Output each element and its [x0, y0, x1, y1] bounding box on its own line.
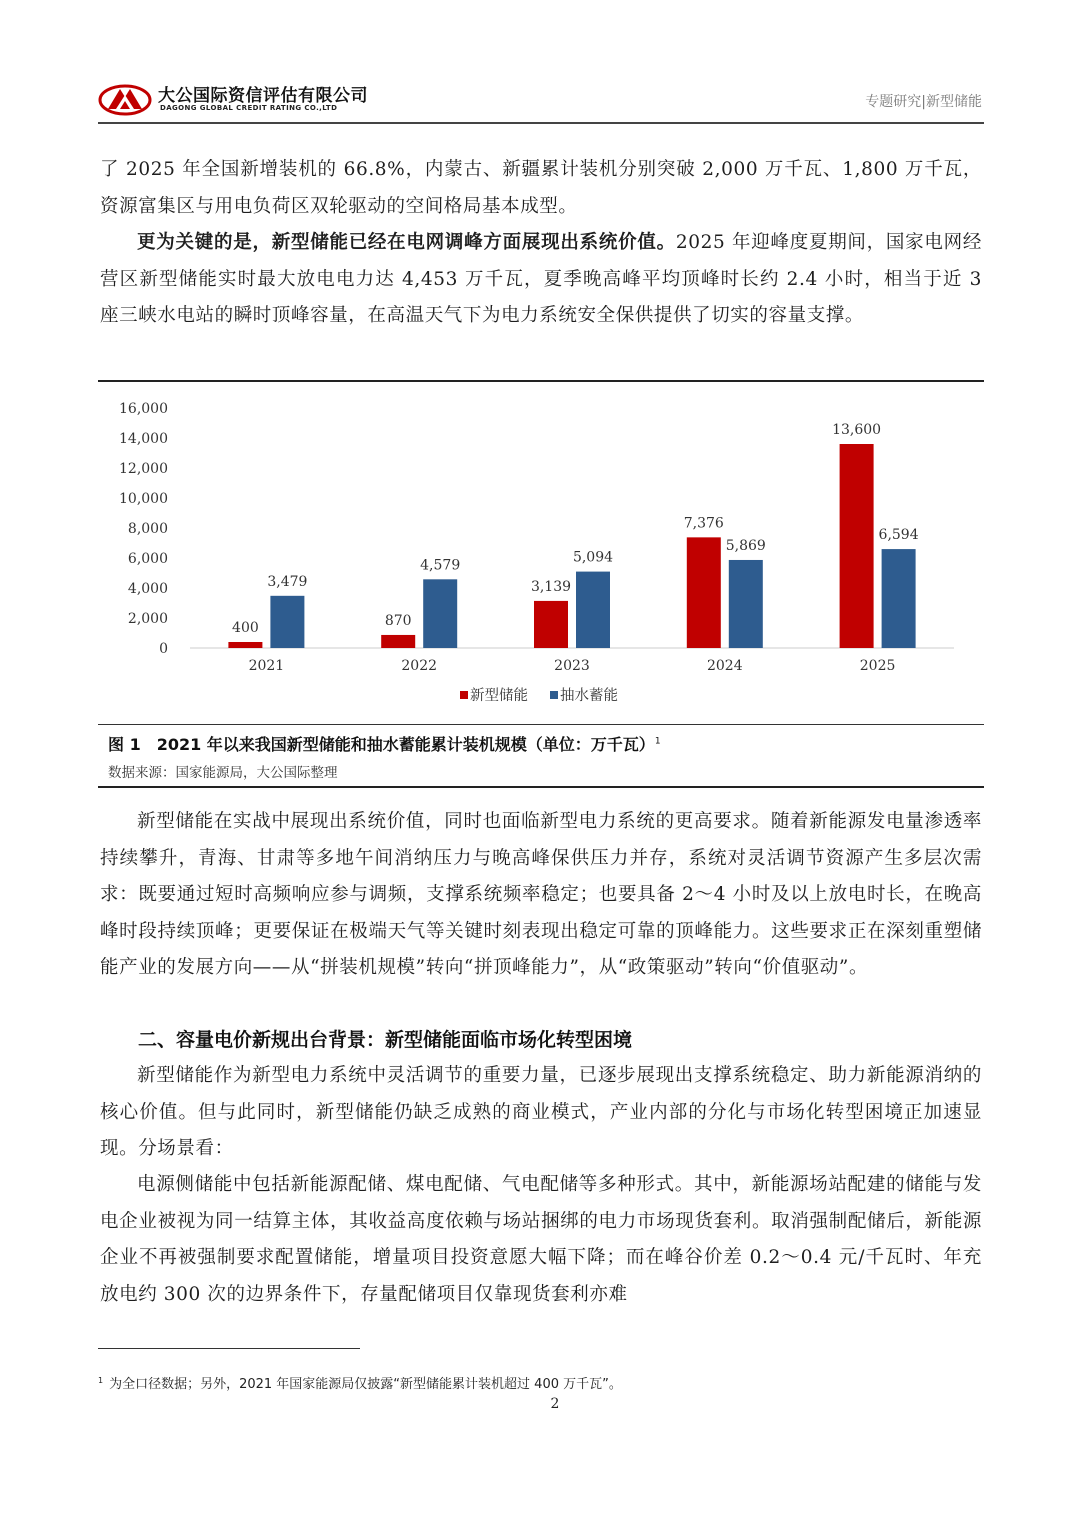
- bar-new-storage: [381, 635, 415, 648]
- x-tick-label: 2024: [706, 658, 743, 674]
- legend-swatch: [460, 691, 468, 699]
- figure-source: 数据来源：国家能源局，大公国际整理: [108, 765, 338, 781]
- data-label: 4,579: [420, 557, 461, 574]
- data-label: 400: [232, 620, 259, 636]
- y-tick-label: 6,000: [127, 551, 168, 567]
- data-label: 3,139: [530, 578, 572, 595]
- y-tick-label: 8,000: [127, 521, 168, 537]
- bar-pumped-hydro: [882, 549, 916, 648]
- bar-chart: [98, 392, 984, 718]
- figure-caption-rule: [98, 724, 984, 725]
- x-tick-label: 2025: [859, 658, 896, 674]
- figure-bottom-rule: [98, 786, 984, 788]
- paragraph-4: 新型储能作为新型电力系统中灵活调节的重要力量，已逐步展现出支撑系统稳定、助力新能源消纳的核心价值。但与此同时，新型储能仍缺乏成熟的商业模式，产业内部的分化与市场化转型困境正加速显现。分场景看：: [100, 1065, 982, 1159]
- y-tick-label: 4,000: [127, 581, 168, 597]
- bar-pumped-hydro: [270, 596, 304, 648]
- dagong-logo-icon: [98, 82, 152, 118]
- footnote-divider: [98, 1348, 360, 1349]
- y-tick-label: 0: [159, 641, 168, 657]
- paragraph-2: [100, 225, 982, 335]
- bar-new-storage: [228, 642, 262, 648]
- data-label: 5,094: [572, 549, 614, 566]
- y-tick-label: 16,000: [119, 401, 168, 417]
- company-name-cn: 大公国际资信评估有限公司: [158, 86, 368, 106]
- data-label: 6,594: [878, 527, 919, 544]
- paragraph-2-body: 2025 年迎峰度夏期间，国家电网经营区新型储能实时最大放电电力达 4,453 万千瓦，夏季晚高峰平均顶峰时长约 2.4 小时，相当于近 3 座三峡水电站的瞬时顶峰容量，在高温天气下为电力系统安全保供提供了切实的容量支撑。: [100, 232, 983, 326]
- footnote: [98, 1373, 622, 1392]
- bar-pumped-hydro: [576, 572, 610, 648]
- figure-footnote-marker: 1: [654, 736, 661, 747]
- legend-swatch: [550, 691, 558, 699]
- x-tick-label: 2023: [554, 658, 590, 674]
- section-heading-2: 二、容量电价新规出台背景：新型储能面临市场化转型困境: [138, 1029, 633, 1051]
- figure-caption-text: 图 1 2021 年以来我国新型储能和抽水蓄能累计装机规模（单位：万千瓦）: [108, 735, 655, 754]
- paragraph-2-lead: 更为关键的是，新型储能已经在电网调峰方面展现出系统价值。: [137, 232, 676, 253]
- figure-top-rule: [98, 380, 984, 382]
- y-tick-label: 14,000: [119, 431, 168, 447]
- bar-new-storage: [840, 444, 874, 648]
- bar-pumped-hydro: [423, 579, 457, 648]
- company-name-en: DAGONG GLOBAL CREDIT RATING CO.,LTD: [160, 104, 338, 112]
- data-label: 13,600: [832, 422, 882, 438]
- y-tick-label: 12,000: [119, 461, 168, 477]
- bar-new-storage: [534, 601, 568, 648]
- legend-label: 抽水蓄能: [560, 688, 618, 704]
- data-label: 870: [384, 612, 412, 629]
- figure-caption: [108, 732, 661, 755]
- data-label: 7,376: [683, 515, 724, 532]
- data-label: 3,479: [267, 573, 308, 590]
- page-header: [98, 78, 984, 124]
- bar-new-storage: [687, 537, 721, 648]
- y-tick-label: 10,000: [119, 491, 168, 507]
- bar-pumped-hydro: [729, 560, 763, 648]
- footnote-text: 为全口径数据；另外，2021 年国家能源局仅披露“新型储能累计装机超过 400 万千瓦”。: [109, 1377, 622, 1392]
- paragraph-1: 了 2025 年全国新增装机的 66.8%，内蒙古、新疆累计装机分别突破 2,000 万千瓦、1,800 万千瓦，资源富集区与用电负荷区双轮驱动的空间格局基本成型。: [100, 159, 982, 217]
- x-tick-label: 2022: [401, 658, 438, 674]
- section-title: 专题研究|新型储能: [865, 94, 982, 110]
- x-tick-label: 2021: [248, 658, 285, 674]
- paragraph-3: 新型储能在实战中展现出系统价值，同时也面临新型电力系统的更高要求。随着新能源发电量渗透率持续攀升，青海、甘肃等多地午间消纳压力与晚高峰保供压力并存，系统对灵活调节资源产生多层次需求：既要通过短时高频响应参与调频，支撑系统频率稳定；也要具备 2～4 小时及以上放电时长，在晚高峰时段持续顶峰；更要保证在极端天气等关键时刻表现出稳定可靠的顶峰能力。这些要求正在深刻重塑储能产业的发展方向——从“拼装机规模”转向“拼顶峰能力”，从“政策驱动”转向“价值驱动”。: [100, 811, 982, 978]
- data-label: 5,869: [725, 537, 766, 554]
- header-divider: [98, 122, 984, 124]
- paragraph-5: 电源侧储能中包括新能源配储、煤电配储、气电配储等多种形式。其中，新能源场站配建的储能与发电企业被视为同一结算主体，其收益高度依赖与场站捆绑的电力市场现货套利。取消强制配储后，新能源企业不再被强制要求配置储能，增量项目投资意愿大幅下降；而在峰谷价差 0.2～0.4 元/千瓦时、年充放电约 300 次的边界条件下，存量配储项目仅靠现货套利亦难: [100, 1174, 982, 1305]
- footnote-marker: 1: [98, 1375, 104, 1385]
- page-number: 2: [550, 1396, 560, 1412]
- y-tick-label: 2,000: [127, 611, 168, 627]
- legend-label: 新型储能: [470, 688, 528, 704]
